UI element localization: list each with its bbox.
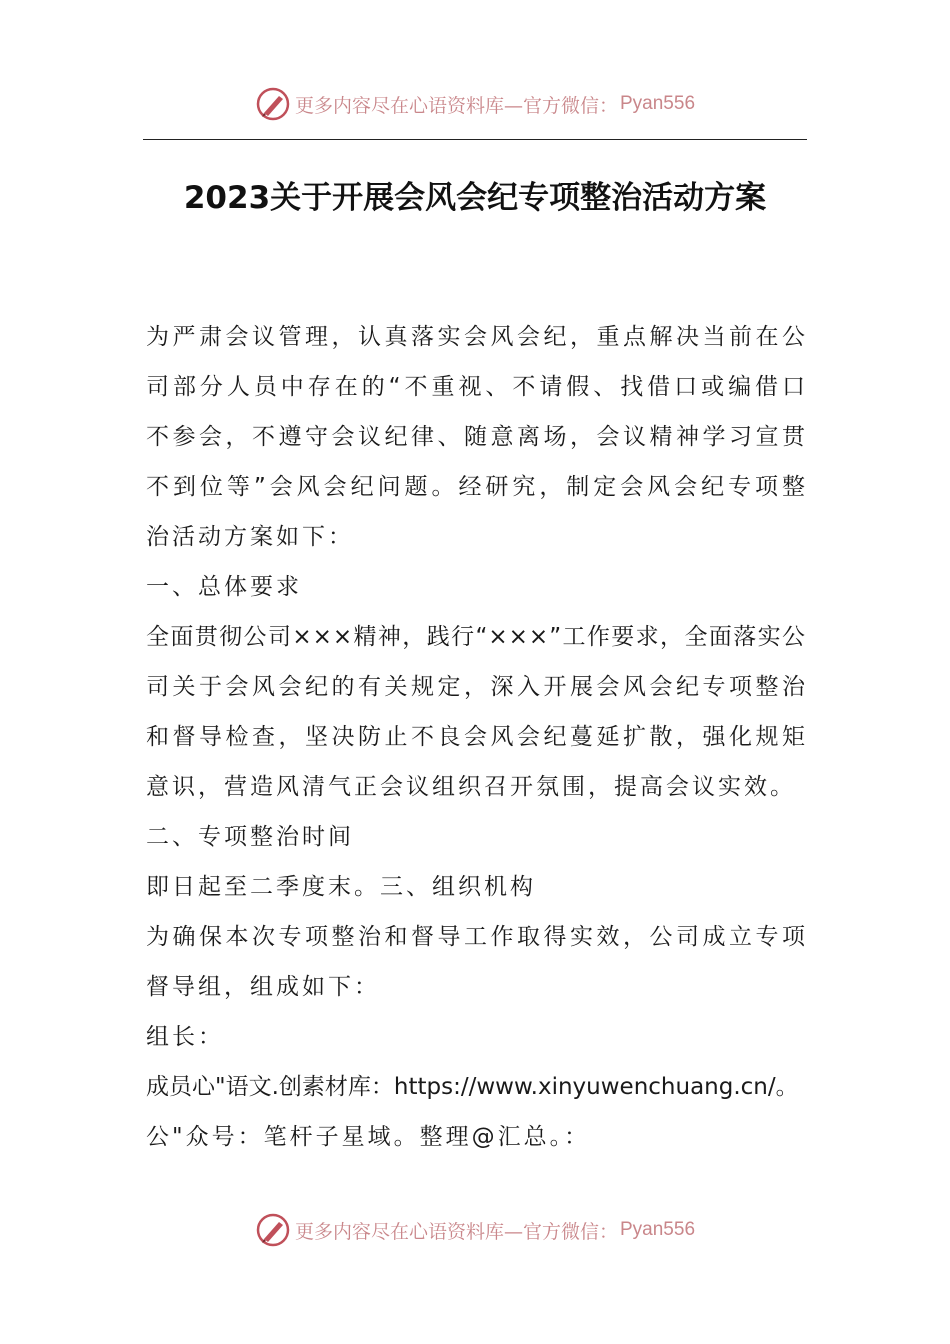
footer-watermark bbox=[0, 1210, 950, 1250]
pen-logo-icon bbox=[255, 86, 291, 122]
section-heading: 二、专项整治时间 bbox=[146, 824, 354, 850]
document-title: 2023关于开展会风会纪专项整治活动方案 bbox=[183, 180, 767, 216]
watermark-wechat-id: Pyan556 bbox=[620, 1219, 696, 1240]
body-line: 为确保本次专项整治和督导工作取得实效，公司成立专项 bbox=[146, 924, 806, 950]
body-line: 和督导检查，坚决防止不良会风会纪蔓延扩散，强化规矩 bbox=[146, 724, 806, 750]
body-line: 为严肃会议管理，认真落实会风会纪，重点解决当前在公 bbox=[146, 324, 806, 350]
watermark-wechat-id: Pyan556 bbox=[620, 93, 696, 114]
body-line: 即日起至二季度末。三、组织机构 bbox=[146, 874, 536, 900]
header-divider bbox=[143, 139, 807, 140]
body-line: 组长： bbox=[146, 1024, 224, 1050]
watermark-text: 更多内容尽在心语资料库—官方微信： bbox=[294, 1220, 618, 1243]
watermark-text: 更多内容尽在心语资料库—官方微信： bbox=[294, 94, 618, 117]
body-line: 司关于会风会纪的有关规定，深入开展会风会纪专项整治 bbox=[146, 674, 806, 700]
body-line: 不到位等”会风会纪问题。经研究，制定会风会纪专项整 bbox=[146, 474, 806, 500]
body-line: 公"众号：笔杆子星域。整理@汇总。： bbox=[146, 1124, 591, 1150]
body-line: 意识，营造风清气正会议组织召开氛围，提高会议实效。 bbox=[146, 774, 796, 800]
document-body bbox=[146, 312, 806, 1162]
body-line: 司部分人员中存在的“不重视、不请假、找借口或编借口 bbox=[146, 374, 806, 400]
body-line: 成员心"语文.创素材库：https://www.xinyuwenchuang.cn/。 bbox=[146, 1074, 799, 1100]
body-line: 不参会，不遵守会议纪律、随意离场，会议精神学习宣贯 bbox=[146, 424, 806, 450]
body-line: 全面贯彻公司×××精神，践行“×××”工作要求，全面落实公 bbox=[146, 624, 806, 650]
header-watermark bbox=[0, 84, 950, 124]
section-heading: 一、总体要求 bbox=[146, 574, 302, 600]
pen-logo-icon bbox=[255, 1212, 291, 1248]
body-line: 督导组，组成如下： bbox=[146, 974, 380, 1000]
body-line: 治活动方案如下： bbox=[146, 524, 354, 550]
